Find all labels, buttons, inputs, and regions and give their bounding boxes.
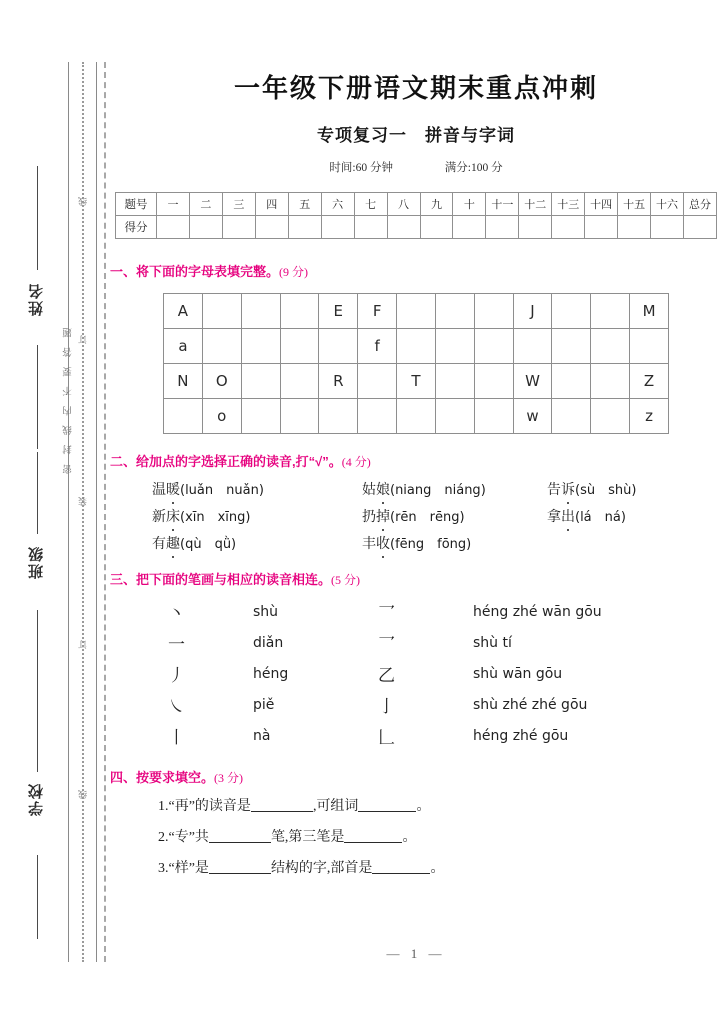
section-4-heading xyxy=(110,767,724,786)
alpha-cell[interactable]: E xyxy=(319,294,358,329)
section-2-title: 二、给加点的字选择正确的读音,打“√”。 xyxy=(110,454,342,469)
word-char-dotted: 趣 xyxy=(166,533,180,553)
alpha-cell[interactable]: R xyxy=(319,364,358,399)
alpha-cell[interactable] xyxy=(241,399,280,434)
score-cell-9[interactable] xyxy=(420,216,453,239)
item-text-part1: “专”共 xyxy=(168,830,209,845)
alpha-cell[interactable] xyxy=(591,364,630,399)
fill-blank-list xyxy=(158,795,724,877)
margin-rule-right xyxy=(96,62,97,962)
alpha-cell[interactable] xyxy=(552,364,591,399)
page-subtitle: 专项复习一 拼音与字词 xyxy=(317,126,515,145)
stroke-pinyin-left[interactable]: héng xyxy=(253,665,289,682)
score-col-7: 七 xyxy=(354,193,387,216)
pinyin-options[interactable]: (luǎn nuǎn) xyxy=(180,483,264,498)
alpha-cell[interactable]: N xyxy=(164,364,203,399)
pinyin-choice-item[interactable] xyxy=(152,506,362,526)
field-label-school: 学校 xyxy=(28,782,45,816)
score-col-13: 十三 xyxy=(552,193,585,216)
alpha-cell[interactable] xyxy=(435,294,474,329)
answer-blank[interactable] xyxy=(209,828,271,843)
score-row-label-questions: 题号 xyxy=(116,193,157,216)
exam-meta xyxy=(108,159,724,175)
word-char: 温 xyxy=(152,483,166,498)
pinyin-options[interactable]: (rēn rēng) xyxy=(390,510,465,525)
stroke-pinyin-right[interactable]: shù zhé zhé gōu xyxy=(473,696,588,713)
alpha-cell[interactable] xyxy=(319,329,358,364)
fill-blank-item xyxy=(158,795,724,815)
item-text-part3: 。 xyxy=(416,799,431,814)
pinyin-choice-item[interactable] xyxy=(362,533,547,553)
alpha-cell[interactable] xyxy=(280,294,319,329)
alpha-cell[interactable]: F xyxy=(358,294,397,329)
stroke-glyph-left[interactable]: 丨 xyxy=(168,728,185,748)
alpha-cell[interactable] xyxy=(397,329,436,364)
alpha-cell[interactable]: O xyxy=(202,364,241,399)
alphabet-row xyxy=(164,294,669,329)
alpha-cell[interactable]: A xyxy=(164,294,203,329)
field-label-class: 班级 xyxy=(28,545,45,579)
pinyin-choice-item[interactable] xyxy=(152,479,362,499)
stroke-matching-row xyxy=(168,689,724,720)
alpha-cell[interactable] xyxy=(513,329,552,364)
section-1-title: 一、将下面的字母表填完整。 xyxy=(110,264,280,279)
section-3-points: (5 分) xyxy=(331,573,361,587)
section-3-heading xyxy=(110,569,724,588)
worksheet-page xyxy=(108,0,724,1024)
stroke-glyph-left[interactable]: 丶 xyxy=(168,604,185,624)
stroke-glyph-left[interactable]: 丿 xyxy=(168,666,185,686)
alpha-cell[interactable] xyxy=(397,399,436,434)
pinyin-choice-row xyxy=(152,533,724,553)
stroke-matching-row xyxy=(168,596,724,627)
score-col-14: 十四 xyxy=(585,193,618,216)
margin-rule-left xyxy=(68,62,69,962)
binding-margin xyxy=(0,0,108,1024)
item-text-part3: 。 xyxy=(402,830,417,845)
score-col-2: 二 xyxy=(189,193,222,216)
total-points-label: 满分:100 分 xyxy=(444,162,503,174)
section-4-title: 四、按要求填空。 xyxy=(110,770,215,785)
score-table-header-row xyxy=(116,193,717,216)
item-number: 3. xyxy=(158,861,169,876)
alpha-cell[interactable]: M xyxy=(630,294,669,329)
item-text-part2: ,可组词 xyxy=(312,799,359,814)
alpha-cell[interactable] xyxy=(241,329,280,364)
alphabet-table xyxy=(163,293,669,434)
word-char: 姑 xyxy=(362,483,376,498)
word-char: 拿 xyxy=(547,510,561,525)
score-cell-5[interactable] xyxy=(288,216,321,239)
field-rule-school xyxy=(37,690,38,772)
pinyin-options[interactable]: (niang niáng) xyxy=(390,483,486,498)
alpha-cell[interactable] xyxy=(358,399,397,434)
score-cell-15[interactable] xyxy=(618,216,651,239)
fill-blank-item xyxy=(158,857,724,877)
alphabet-row xyxy=(164,329,669,364)
score-col-11: 十一 xyxy=(486,193,519,216)
alpha-cell[interactable]: o xyxy=(202,399,241,434)
alphabet-row xyxy=(164,364,669,399)
score-cell-11[interactable] xyxy=(486,216,519,239)
alpha-cell[interactable] xyxy=(552,399,591,434)
alpha-cell[interactable]: f xyxy=(358,329,397,364)
stroke-pinyin-left[interactable]: diǎn xyxy=(253,634,284,651)
alpha-cell[interactable] xyxy=(552,329,591,364)
pinyin-options[interactable]: (fēng fōng) xyxy=(390,537,472,552)
field-rule-class xyxy=(37,452,38,534)
score-cell-total[interactable] xyxy=(684,216,717,239)
word-char-dotted: 掉 xyxy=(376,506,390,526)
fill-blank-item xyxy=(158,826,724,846)
alpha-cell[interactable] xyxy=(591,294,630,329)
stroke-glyph-right[interactable]: 𠃊 xyxy=(378,728,395,748)
section-3-title: 三、把下面的笔画与相应的读音相连。 xyxy=(110,572,332,587)
alpha-cell[interactable] xyxy=(241,294,280,329)
item-number: 2. xyxy=(158,830,169,845)
item-text-part1: “样”是 xyxy=(168,861,209,876)
alpha-cell[interactable]: W xyxy=(513,364,552,399)
stroke-matching-row xyxy=(168,720,724,751)
alpha-cell[interactable]: Z xyxy=(630,364,669,399)
word-char-dotted: 暖 xyxy=(166,479,180,499)
score-col-1: 一 xyxy=(157,193,190,216)
alpha-cell[interactable] xyxy=(630,329,669,364)
answer-blank[interactable] xyxy=(209,859,271,874)
alpha-cell[interactable]: J xyxy=(513,294,552,329)
score-cell-14[interactable] xyxy=(585,216,618,239)
word-char: 有 xyxy=(152,537,166,552)
pinyin-choice-item[interactable] xyxy=(152,533,362,553)
word-char-dotted: 诉 xyxy=(561,479,575,499)
score-col-10: 十 xyxy=(453,193,486,216)
stroke-glyph-right[interactable]: 亅 xyxy=(378,697,395,717)
stroke-pinyin-left[interactable]: nà xyxy=(253,727,271,744)
stroke-pinyin-right[interactable]: shù wān gōu xyxy=(473,665,563,682)
alpha-cell[interactable] xyxy=(435,364,474,399)
binding-char-4: 订 xyxy=(78,640,88,649)
score-cell-3[interactable] xyxy=(222,216,255,239)
stroke-pinyin-right[interactable]: héng zhé gōu xyxy=(473,727,569,744)
stroke-glyph-left[interactable]: 一 xyxy=(168,635,185,655)
score-col-3: 三 xyxy=(222,193,255,216)
pinyin-choice-item[interactable] xyxy=(547,479,697,499)
score-col-16: 十六 xyxy=(651,193,684,216)
score-cell-16[interactable] xyxy=(651,216,684,239)
score-col-6: 六 xyxy=(321,193,354,216)
alpha-cell[interactable] xyxy=(591,329,630,364)
section-2-points: (4 分) xyxy=(341,455,371,469)
field-rule-name xyxy=(37,166,38,270)
alpha-cell[interactable]: z xyxy=(630,399,669,434)
score-cell-1[interactable] xyxy=(157,216,190,239)
alpha-cell[interactable] xyxy=(474,364,513,399)
alpha-cell[interactable] xyxy=(435,329,474,364)
alpha-cell[interactable] xyxy=(474,294,513,329)
pinyin-options[interactable]: (sù shù) xyxy=(575,483,637,498)
word-char: 告 xyxy=(547,483,561,498)
score-col-9: 九 xyxy=(420,193,453,216)
score-col-4: 四 xyxy=(255,193,288,216)
pinyin-options[interactable]: (lá ná) xyxy=(575,510,626,525)
pinyin-options[interactable]: (xīn xīng) xyxy=(180,510,251,525)
item-text-part2: 结构的字,部首是 xyxy=(270,861,373,876)
stroke-glyph-right[interactable]: 乛 xyxy=(378,635,395,655)
section-1-points: (9 分) xyxy=(279,265,309,279)
pinyin-choice-item[interactable] xyxy=(362,479,547,499)
pinyin-choice-item[interactable] xyxy=(547,506,697,526)
score-col-15: 十五 xyxy=(618,193,651,216)
item-text-part2: 笔,第三笔是 xyxy=(270,830,345,845)
alpha-cell[interactable] xyxy=(474,399,513,434)
word-char-dotted: 床 xyxy=(166,506,180,526)
alpha-cell[interactable] xyxy=(164,399,203,434)
score-table xyxy=(115,192,717,239)
score-col-12: 十二 xyxy=(519,193,552,216)
field-rule-name-2 xyxy=(37,345,38,449)
score-cell-4[interactable] xyxy=(255,216,288,239)
alpha-cell[interactable] xyxy=(280,399,319,434)
field-label-name: 姓名 xyxy=(28,282,45,316)
time-limit-label: 时间:60 分钟 xyxy=(329,162,393,174)
page-number: — 1 — xyxy=(386,946,446,961)
alpha-cell[interactable]: a xyxy=(164,329,203,364)
answer-blank[interactable] xyxy=(358,797,416,812)
word-char-dotted: 娘 xyxy=(376,479,390,499)
alpha-cell[interactable]: T xyxy=(397,364,436,399)
item-text-part3: 。 xyxy=(430,861,445,876)
binding-char-5: 线 xyxy=(78,790,88,799)
pinyin-choice-row xyxy=(152,479,724,499)
stroke-glyph-right[interactable]: 乙 xyxy=(378,666,395,686)
score-col-8: 八 xyxy=(387,193,420,216)
alpha-cell[interactable] xyxy=(241,364,280,399)
binding-char-3: 装 xyxy=(78,497,88,506)
score-cell-2[interactable] xyxy=(189,216,222,239)
score-cell-12[interactable] xyxy=(519,216,552,239)
section-4-points: (3 分) xyxy=(214,771,244,785)
stroke-pinyin-right[interactable]: héng zhé wān gōu xyxy=(473,603,602,620)
stroke-matching-row xyxy=(168,627,724,658)
alpha-cell[interactable] xyxy=(397,294,436,329)
score-cell-10[interactable] xyxy=(453,216,486,239)
alpha-cell[interactable] xyxy=(319,399,358,434)
score-cell-8[interactable] xyxy=(387,216,420,239)
item-number: 1. xyxy=(158,799,169,814)
alpha-cell[interactable] xyxy=(474,329,513,364)
stroke-glyph-left[interactable]: ㇏ xyxy=(168,697,185,717)
score-cell-7[interactable] xyxy=(354,216,387,239)
score-row-label-points: 得分 xyxy=(116,216,157,239)
seal-dashed-line xyxy=(104,62,106,962)
alpha-cell[interactable] xyxy=(591,399,630,434)
score-table-wrap xyxy=(115,192,717,239)
word-char: 新 xyxy=(152,510,166,525)
pinyin-choice-item[interactable] xyxy=(362,506,547,526)
answer-blank[interactable] xyxy=(251,797,313,812)
score-col-total: 总分 xyxy=(684,193,717,216)
word-char: 丰 xyxy=(362,537,376,552)
alpha-cell[interactable] xyxy=(358,364,397,399)
word-char-dotted: 收 xyxy=(376,533,390,553)
binding-char-1: 线 xyxy=(78,197,88,206)
alpha-cell[interactable] xyxy=(202,329,241,364)
alpha-cell[interactable]: w xyxy=(513,399,552,434)
word-char-dotted: 出 xyxy=(561,506,575,526)
stroke-pinyin-left[interactable]: shù xyxy=(253,603,279,620)
stroke-matching-row xyxy=(168,658,724,689)
stroke-pinyin-left[interactable]: piě xyxy=(253,696,275,713)
alpha-cell[interactable] xyxy=(202,294,241,329)
stroke-matching-list xyxy=(168,596,724,751)
score-cell-13[interactable] xyxy=(552,216,585,239)
alphabet-row xyxy=(164,399,669,434)
pinyin-choice-row xyxy=(152,506,724,526)
pinyin-choice-list xyxy=(152,479,724,553)
alphabet-table-wrap xyxy=(163,293,669,434)
section-1-heading xyxy=(110,261,724,280)
score-table-value-row xyxy=(116,216,717,239)
alpha-cell[interactable] xyxy=(435,399,474,434)
stroke-glyph-right[interactable]: 乛 xyxy=(378,604,395,624)
seal-warning-text: 密封线内不要答题 xyxy=(63,318,74,474)
field-rule-school-2 xyxy=(37,855,38,939)
answer-blank[interactable] xyxy=(344,828,402,843)
word-char: 扔 xyxy=(362,510,376,525)
answer-blank[interactable] xyxy=(372,859,430,874)
page-title: 一年级下册语文期末重点冲刺 xyxy=(233,74,598,103)
alpha-cell[interactable] xyxy=(552,294,591,329)
score-col-5: 五 xyxy=(288,193,321,216)
pinyin-options[interactable]: (qù qǜ) xyxy=(180,537,237,552)
alpha-cell[interactable] xyxy=(280,364,319,399)
section-2-heading xyxy=(110,451,724,470)
alpha-cell[interactable] xyxy=(280,329,319,364)
stroke-pinyin-right[interactable]: shù tí xyxy=(473,634,512,651)
binding-char-2: 订 xyxy=(78,335,88,344)
item-text-part1: “再”的读音是 xyxy=(168,799,251,814)
score-cell-6[interactable] xyxy=(321,216,354,239)
